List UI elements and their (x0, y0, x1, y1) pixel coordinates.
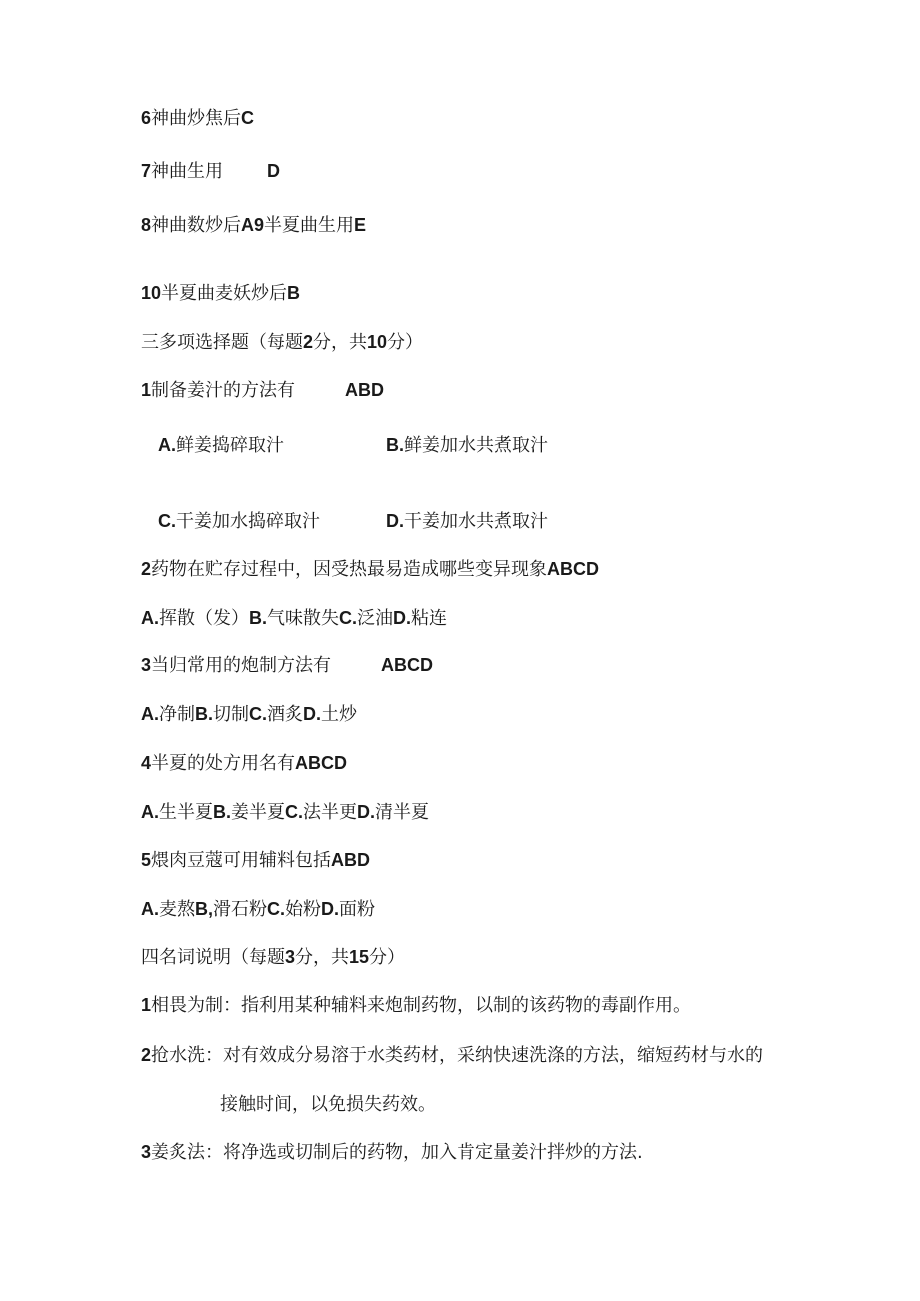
option-text: 鲜姜捣碎取汁 (176, 435, 284, 456)
section-title-mid: 分，共 (313, 332, 368, 353)
question-number: 7 (141, 161, 152, 181)
term-2-continuation (220, 1093, 436, 1117)
option-text: 切制 (213, 704, 249, 725)
options-line-3 (141, 702, 357, 727)
option-letter: A. (141, 802, 159, 822)
option-text: 法半更 (303, 802, 357, 823)
question-number: 9 (254, 215, 265, 235)
question-text: 煨肉豆蔻可用辅料包括 (151, 850, 332, 871)
option-letter: A. (158, 435, 176, 455)
option-letter: B. (195, 704, 213, 724)
term-number: 1 (141, 995, 152, 1015)
section-title: 三多项选择题（每题 (141, 332, 303, 353)
option-letter: C. (267, 899, 285, 919)
option-letter: D. (321, 899, 339, 919)
options-line-4 (141, 800, 429, 825)
option-text: 清半夏 (375, 802, 429, 823)
section-title: 四名词说明（每题 (141, 947, 285, 968)
option-text: 鲜姜加水共煮取汁 (404, 435, 548, 456)
option-text: 土炒 (321, 704, 357, 725)
section-points: 2 (303, 332, 314, 352)
answer-letter: C (241, 108, 255, 128)
term-3 (141, 1140, 643, 1165)
section-points: 3 (285, 947, 296, 967)
answer-line-10 (141, 281, 300, 306)
question-number: 2 (141, 559, 152, 579)
option-letter: C. (285, 802, 303, 822)
answer-letters: ABCD (381, 655, 434, 675)
term-definition-cont: 接触时间，以免损失药效。 (220, 1094, 436, 1115)
answer-letters: ABCD (295, 753, 348, 773)
answer-letters: ABD (345, 380, 385, 400)
section-title-end: 分） (387, 332, 424, 353)
section-title-end: 分） (369, 947, 406, 968)
option-letter: D. (386, 511, 404, 531)
section-total: 10 (367, 332, 388, 352)
answer-line-8-9 (141, 213, 366, 238)
option-letter: C. (339, 608, 357, 628)
question-text: 半夏的处方用名有 (151, 753, 296, 774)
options-line-2 (141, 606, 447, 631)
answer-letter: A (241, 215, 255, 235)
option-letter: C. (158, 511, 176, 531)
option-a (158, 433, 284, 458)
option-letter: A. (141, 704, 159, 724)
term-definition: 抢水洗：对有效成分易溶于水类药材，采纳快速洗涤的方法，缩短药材与水的 (151, 1045, 764, 1066)
option-letter: C. (249, 704, 267, 724)
question-number: 5 (141, 850, 152, 870)
option-text: 干姜加水共煮取汁 (404, 511, 548, 532)
multi-question-4 (141, 751, 347, 776)
term-1 (141, 993, 691, 1018)
option-letter: D. (303, 704, 321, 724)
multi-question-2 (141, 557, 599, 582)
answer-letter: B (287, 283, 301, 303)
section-title-mid: 分，共 (295, 947, 350, 968)
option-text: 干姜加水捣碎取汁 (176, 511, 320, 532)
question-number: 10 (141, 283, 162, 303)
question-text: 制备姜汁的方法有 (151, 380, 296, 401)
question-number: 4 (141, 753, 152, 773)
option-text: 净制 (159, 704, 195, 725)
option-letter: A. (141, 608, 159, 628)
option-b (386, 433, 548, 458)
option-text: 面粉 (339, 899, 375, 920)
options-line-5 (141, 897, 375, 922)
term-number: 3 (141, 1142, 152, 1162)
question-number: 3 (141, 655, 152, 675)
option-letter: B, (195, 899, 213, 919)
option-letter: B. (213, 802, 231, 822)
option-c (158, 509, 320, 534)
section-heading-3 (141, 330, 423, 355)
option-letter: D. (393, 608, 411, 628)
term-2 (141, 1043, 763, 1068)
section-heading-4 (141, 945, 405, 970)
question-number: 6 (141, 108, 152, 128)
question-number: 8 (141, 215, 152, 235)
option-text: 挥散（发） (159, 608, 249, 629)
term-definition: 姜炙法：将净选或切制后的药物，加入肯定量姜汁拌炒的方法. (151, 1142, 643, 1163)
answer-letter: E (354, 215, 367, 235)
section-total: 15 (349, 947, 370, 967)
option-letter: B. (249, 608, 267, 628)
option-text: 滑石粉 (213, 899, 267, 920)
question-text: 药物在贮存过程中，因受热最易造成哪些变异现象 (151, 559, 548, 580)
question-text: 神曲炒焦后 (151, 108, 242, 129)
answer-letters: ABCD (547, 559, 600, 579)
question-text: 神曲数炒后 (151, 215, 242, 236)
term-number: 2 (141, 1045, 152, 1065)
question-text: 神曲生用 (151, 161, 224, 182)
option-text: 泛油 (357, 608, 393, 629)
option-text: 生半夏 (159, 802, 213, 823)
answer-line-7 (141, 159, 280, 184)
option-d (386, 509, 548, 534)
option-text: 气味散失 (267, 608, 339, 629)
term-definition: 相畏为制：指利用某种辅料来炮制药物，以制的该药物的毒副作用。 (151, 995, 692, 1016)
answer-letter: D (267, 161, 281, 181)
question-number: 1 (141, 380, 152, 400)
option-letter: D. (357, 802, 375, 822)
option-letter: A. (141, 899, 159, 919)
answer-letters: ABD (331, 850, 371, 870)
multi-question-5 (141, 848, 370, 873)
option-text: 麦熬 (159, 899, 195, 920)
option-text: 粘连 (411, 608, 447, 629)
question-text: 当归常用的炮制方法有 (151, 655, 332, 676)
option-text: 始粉 (285, 899, 321, 920)
multi-question-1 (141, 378, 384, 403)
question-text: 半夏曲生用 (264, 215, 355, 236)
option-text: 姜半夏 (231, 802, 285, 823)
answer-line-6 (141, 106, 254, 131)
multi-question-3 (141, 653, 433, 678)
option-letter: B. (386, 435, 404, 455)
question-text: 半夏曲麦妖炒后 (161, 283, 288, 304)
option-text: 酒炙 (267, 704, 303, 725)
